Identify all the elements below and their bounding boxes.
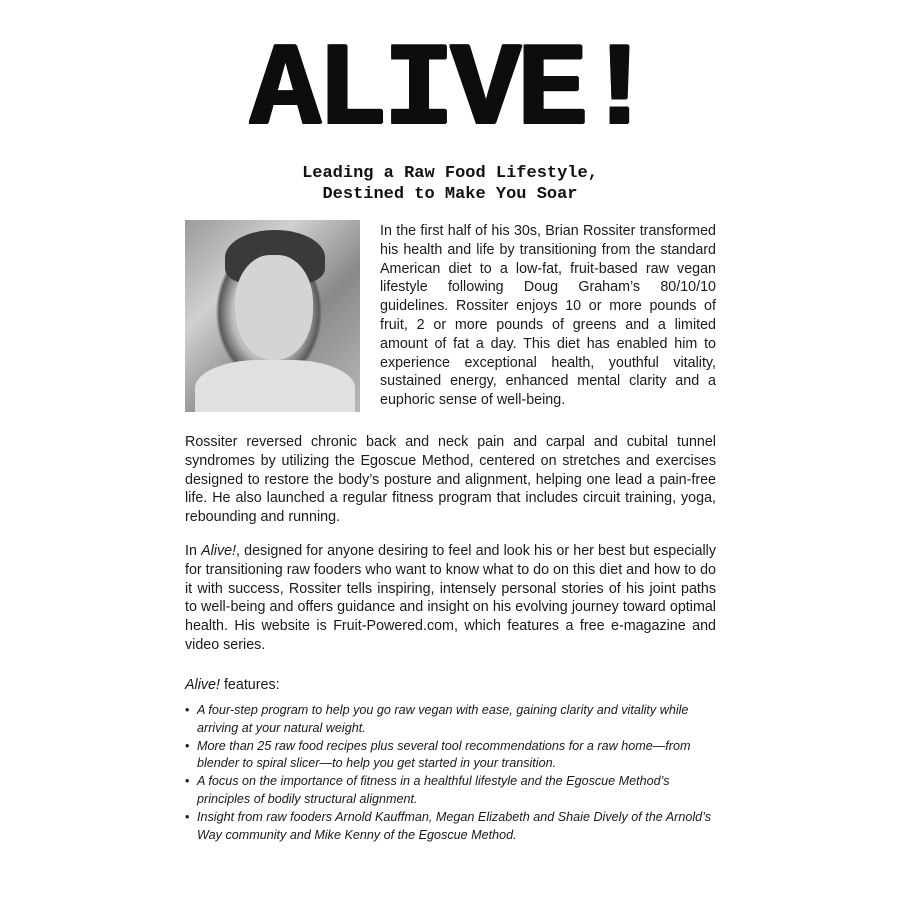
photo-shirt xyxy=(195,360,355,412)
features-heading xyxy=(185,676,280,694)
list-item xyxy=(185,809,725,844)
features-heading-rest: features: xyxy=(219,677,280,693)
subtitle xyxy=(0,163,900,205)
bullet-icon: • xyxy=(185,703,190,717)
health-paragraph: Rossiter reversed chronic back and neck pain and carpal and cubital tunnel syndromes by utilizing the Egoscue Method, centered on stretches and exercises designed to restore the body’s posture and alignment, helping one lead a pain-free life. He also launched a regular fitness program that includes circuit training, yoga, rebounding and running. xyxy=(185,434,716,526)
list-item xyxy=(185,738,725,773)
list-item xyxy=(185,773,725,808)
feature-text: A focus on the importance of fitness in a healthful lifestyle and the Egoscue Method’s principles of bodily structural alignment. xyxy=(197,774,670,806)
feature-text: Insight from raw fooders Arnold Kauffman, Megan Elizabeth and Shaie Dively of the Arnold’s Way community and Mike Kenny of the Egoscue Method. xyxy=(197,810,712,842)
book-description-paragraph xyxy=(185,542,716,655)
subtitle-line-2: Destined to Make You Soar xyxy=(322,185,578,204)
bullet-icon: • xyxy=(185,774,190,789)
photo-face xyxy=(235,255,313,360)
feature-text: A four-step program to help you go raw vegan with ease, gaining clarity and vitality while arriving at your natural weight. xyxy=(197,703,689,735)
p3-lead: In xyxy=(185,543,202,559)
bullet-icon: • xyxy=(185,810,190,825)
page-title: ALIVE! xyxy=(249,26,651,159)
feature-text: More than 25 raw food recipes plus several tool recommendations for a raw home—from blender to spiral slicer—to help you get started in your transition. xyxy=(197,738,691,771)
author-photo xyxy=(185,220,360,412)
bullet-icon: • xyxy=(185,738,190,753)
subtitle-line-1: Leading a Raw Food Lifestyle, xyxy=(302,164,598,183)
features-heading-title: Alive! xyxy=(185,677,220,693)
p3-rest: , designed for anyone desiring to feel and look his or her best but especially for transitioning raw fooders who want to know what to do on this diet and how to do it with success, Rossiter tells inspiring, intensely personal stories of his joint paths to well-being and offers guidance and insight on his evolving journey toward optimal health. His website is Fruit-Powered.com, which features a free e-magazine and video series. xyxy=(185,543,716,653)
list-item xyxy=(185,702,725,737)
book-title: Alive! xyxy=(201,543,237,559)
intro-paragraph: In the first half of his 30s, Brian Rossiter transformed his health and life by transitioning from the standard American diet to a low-fat, fruit-based raw vegan lifestyle following Doug Graham’s 80/10/10 guidelines. Rossiter enjoys 10 or more pounds of fruit, 2 or more pounds of greens and a limited amount of fat a day. This diet has enabled him to experience exceptional health, youthful vitality, sustained energy, enhanced mental clarity and a euphoric sense of well-being. xyxy=(380,223,716,409)
features-list xyxy=(185,702,725,845)
